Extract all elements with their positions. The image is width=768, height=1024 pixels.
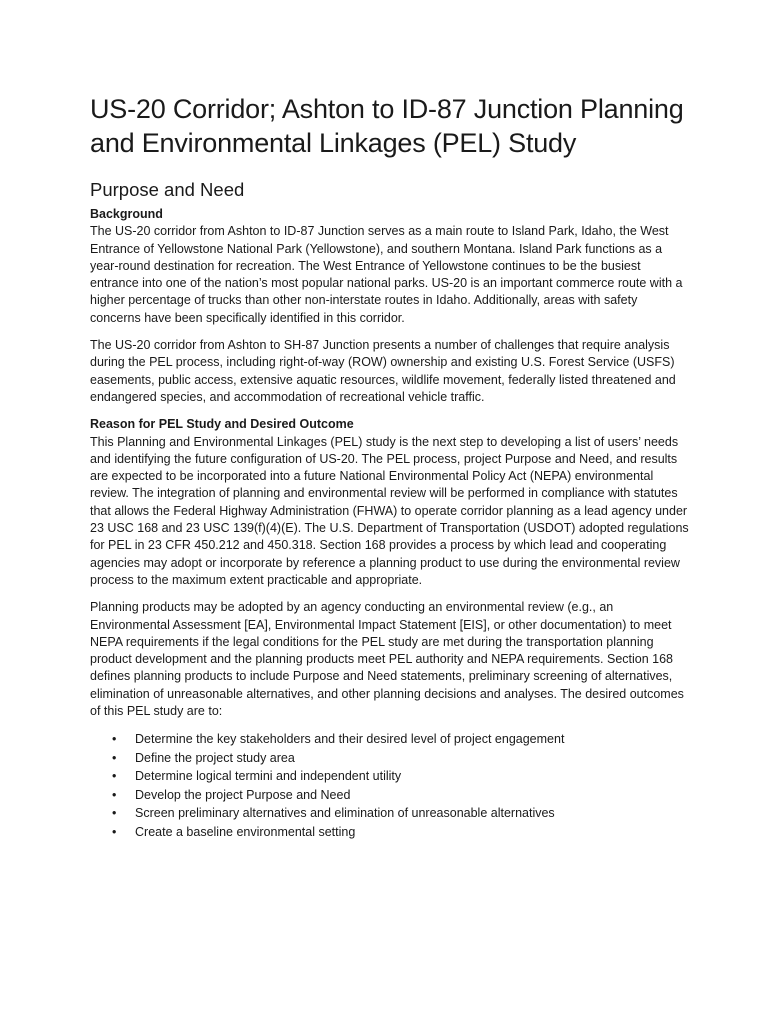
list-item [112,786,690,805]
list-item-text: Create a baseline environmental setting [135,824,356,839]
list-item [112,749,690,768]
list-item [112,767,690,786]
bullet-icon: • [112,750,117,765]
background-heading: Background [90,207,163,221]
list-item-text: Determine the key stakeholders and their desired level of project engagement [135,732,565,747]
bullet-icon: • [112,769,117,784]
list-item-text: Develop the project Purpose and Need [135,787,351,802]
bullet-icon: • [112,824,117,839]
section-heading: Purpose and Need [90,179,245,200]
document-page [90,92,690,841]
background-paragraph: The US-20 corridor from Ashton to SH-87 Junction presents a number of challenges that require analysis during the PEL process, including right-of-way (ROW) ownership and existing U.S. Forest Service (USFS) easements, public access, extensive aquatic resources, wildlife movement, federally listed threatened and endangered species, and accommodation of recreational vehicle traffic. [90,338,676,404]
list-item-text: Determine logical termini and independent utility [135,769,402,784]
background-paragraph: The US-20 corridor from Ashton to ID-87 Junction serves as a main route to Island Park, Idaho, the West Entrance of Yellowstone National Park (Yellowstone), and southern Montana. Island Park functions as a year-round destination for recreation. The West Entrance of Yellowstone continues to be the busiest entrance into one of the nation’s most popular national parks. US-20 is an important commerce route with a higher percentage of trucks than other non-interstate routes in Idaho. Additionally, areas with safety concerns have been specifically identified in this corridor. [90,224,683,325]
reason-heading: Reason for PEL Study and Desired Outcome [90,417,354,432]
bullet-icon: • [112,732,117,747]
reason-paragraph: This Planning and Environmental Linkages (PEL) study is the next step to developing a list of users’ needs and identifying the future configuration of US-20. The PEL process, project Purpose and Need, and results are expected to be incorporated into a future National Environmental Policy Act (NEPA) environmental review. The integration of planning and environmental review will be performed in compliance with statutes that allows the Federal Highway Administration (FHWA) to operate corridor planning as a lead agency under 23 USC 168 and 23 USC 139(f)(4)(E). The U.S. Department of Transportation (USDOT) adopted regulations for PEL in 23 CFR 450.212 and 450.318. Section 168 provides a process by which lead and cooperating agencies may adopt or incorporate by reference a planning product to use during the environmental review process to the maximum extent practicable and appropriate. [90,434,689,587]
list-item-text: Screen preliminary alternatives and elimination of unreasonable alternatives [135,806,555,821]
list-item [112,730,690,749]
outcomes-list [90,730,690,841]
list-item [112,823,690,842]
list-item [112,804,690,823]
reason-paragraph: Planning products may be adopted by an agency conducting an environmental review (e.g., an Environmental Assessment [EA], Environmental Impact Statement [EIS], or other documentation) to meet NEPA requirements if the legal conditions for the PEL study are met during the transportation planning product development and the planning products meet PEL authority and NEPA requirements. Section 168 defines planning products to include Purpose and Need statements, preliminary screening of alternatives, elimination of unreasonable alternatives, and other planning decisions and analyses. The desired outcomes of this PEL study are to: [90,600,684,719]
bullet-icon: • [112,787,117,802]
bullet-icon: • [112,806,117,821]
document-title: US-20 Corridor; Ashton to ID-87 Junction Planning and Environmental Linkages (PEL) Study [90,94,684,158]
list-item-text: Define the project study area [135,750,295,765]
